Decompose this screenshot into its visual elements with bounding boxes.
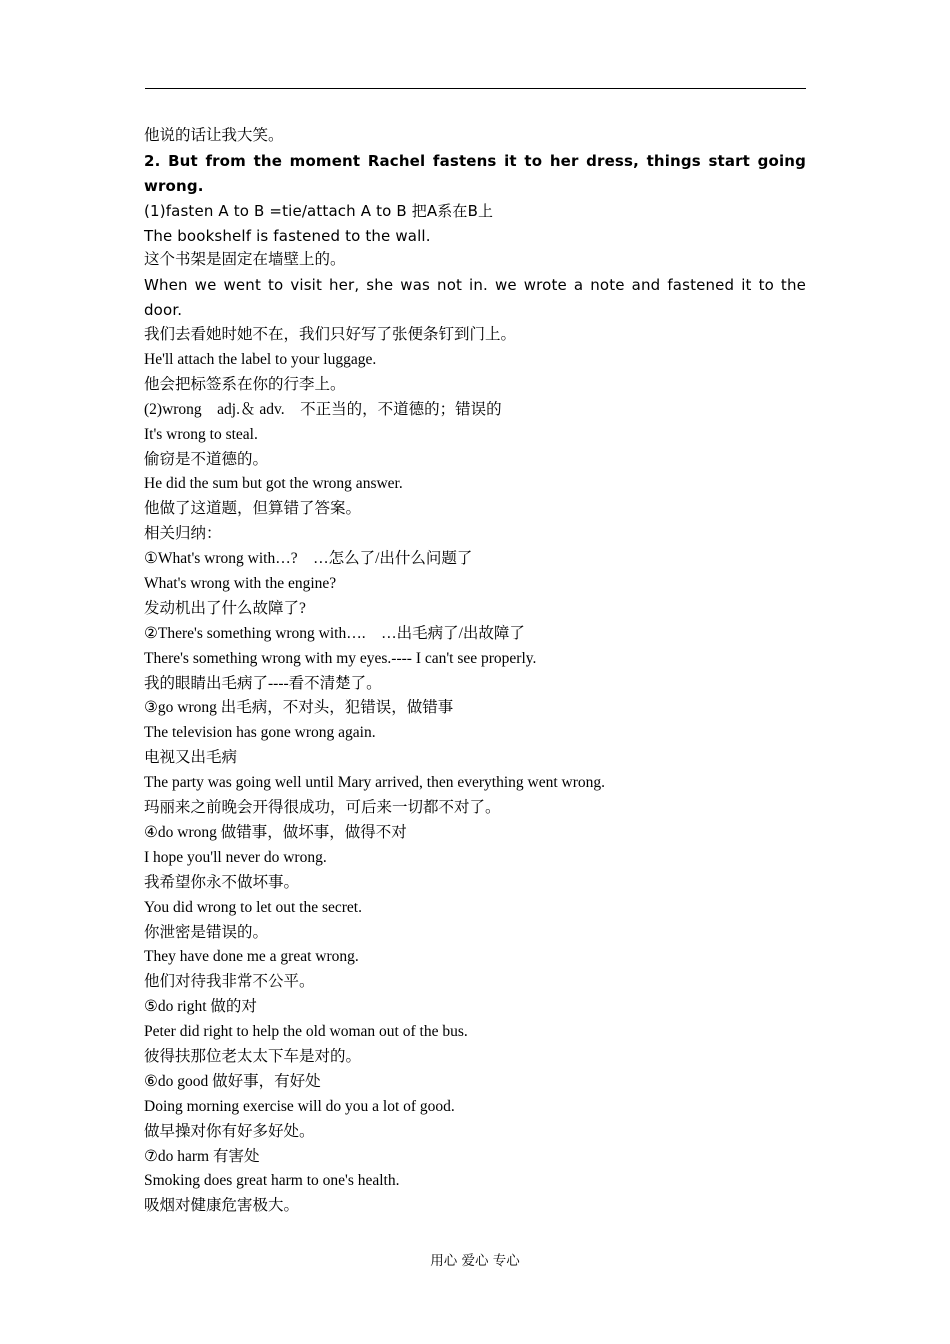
example-sentence-cont: door. (144, 301, 183, 320)
example-sentence: I hope you'll never do wrong. (144, 848, 327, 866)
summary-label: 相关归纳： (144, 525, 222, 543)
example-sentence: When we went to visit her, she was not in. we wrote a note and fastened it to the (144, 276, 806, 295)
usage-item: ④do wrong 做错事，做坏事，做得不对 (144, 823, 407, 841)
translation-line: 做早操对你有好多好处。 (144, 1122, 315, 1140)
translation-line: 你泄密是错误的。 (144, 923, 269, 941)
example-sentence: They have done me a great wrong. (144, 948, 359, 966)
example-sentence: He did the sum but got the wrong answer. (144, 475, 403, 493)
translation-line: 他会把标签系在你的行李上。 (144, 375, 346, 393)
translation-line: 发动机出了什么故障了? (144, 599, 306, 617)
text-line: 他说的话让我大笑。 (144, 127, 284, 144)
translation-line: 电视又出毛病 (144, 749, 238, 767)
example-sentence: There's something wrong with my eyes.---- I can't see properly. (144, 649, 537, 667)
translation-line: 他做了这道题，但算错了答案。 (144, 500, 362, 518)
text-line: (1)fasten A to B =tie/attach A to B 把A系在B上 (144, 201, 494, 220)
example-sentence: He'll attach the label to your luggage. (144, 351, 377, 369)
example-sentence: Smoking does great harm to one's health. (144, 1172, 400, 1190)
translation-line: 吸烟对健康危害极大。 (144, 1197, 300, 1215)
example-sentence: It's wrong to steal. (144, 425, 258, 443)
translation-line: 玛丽来之前晚会开得很成功，可后来一切都不对了。 (144, 799, 501, 817)
usage-heading: (2)wrong adj.＆ adv. 不正当的，不道德的；错误的 (144, 400, 502, 418)
document-body (144, 124, 806, 1219)
translation-line: 我的眼睛出毛病了----看不清楚了。 (144, 674, 382, 692)
translation-line: 他们对待我非常不公平。 (144, 973, 315, 991)
example-sentence: You did wrong to let out the secret. (144, 898, 362, 916)
translation-line: 我希望你永不做坏事。 (144, 873, 300, 891)
example-sentence: Peter did right to help the old woman out of the bus. (144, 1023, 468, 1041)
section-heading-cont: wrong. (144, 176, 204, 195)
header-rule (145, 88, 806, 89)
example-sentence: What's wrong with the engine? (144, 575, 337, 593)
usage-item: ⑦do harm 有害处 (144, 1147, 260, 1165)
example-sentence: The party was going well until Mary arrived, then everything went wrong. (144, 774, 606, 792)
example-sentence: Doing morning exercise will do you a lot of good. (144, 1097, 455, 1115)
usage-item: ②There's something wrong with…. …出毛病了/出故障了 (144, 624, 525, 642)
usage-item: ③go wrong 出毛病，不对头，犯错误，做错事 (144, 699, 454, 717)
example-sentence: The television has gone wrong again. (144, 724, 376, 742)
usage-item: ①What's wrong with…? …怎么了/出什么问题了 (144, 550, 473, 568)
translation-line: 彼得扶那位老太太下车是对的。 (144, 1047, 362, 1065)
example-sentence: The bookshelf is fastened to the wall. (144, 226, 431, 245)
page-footer: 用心 爱心 专心 (430, 1253, 520, 1269)
usage-item: ⑥do good 做好事，有好处 (144, 1072, 321, 1090)
usage-item: ⑤do right 做的对 (144, 998, 257, 1016)
translation-line: 偷窃是不道德的。 (144, 450, 269, 468)
section-heading: 2. But from the moment Rachel fastens it to her dress, things start going (144, 151, 806, 170)
translation-line: 我们去看她时她不在，我们只好写了张便条钉到门上。 (144, 326, 517, 344)
translation-line: 这个书架是固定在墙壁上的。 (144, 251, 346, 269)
